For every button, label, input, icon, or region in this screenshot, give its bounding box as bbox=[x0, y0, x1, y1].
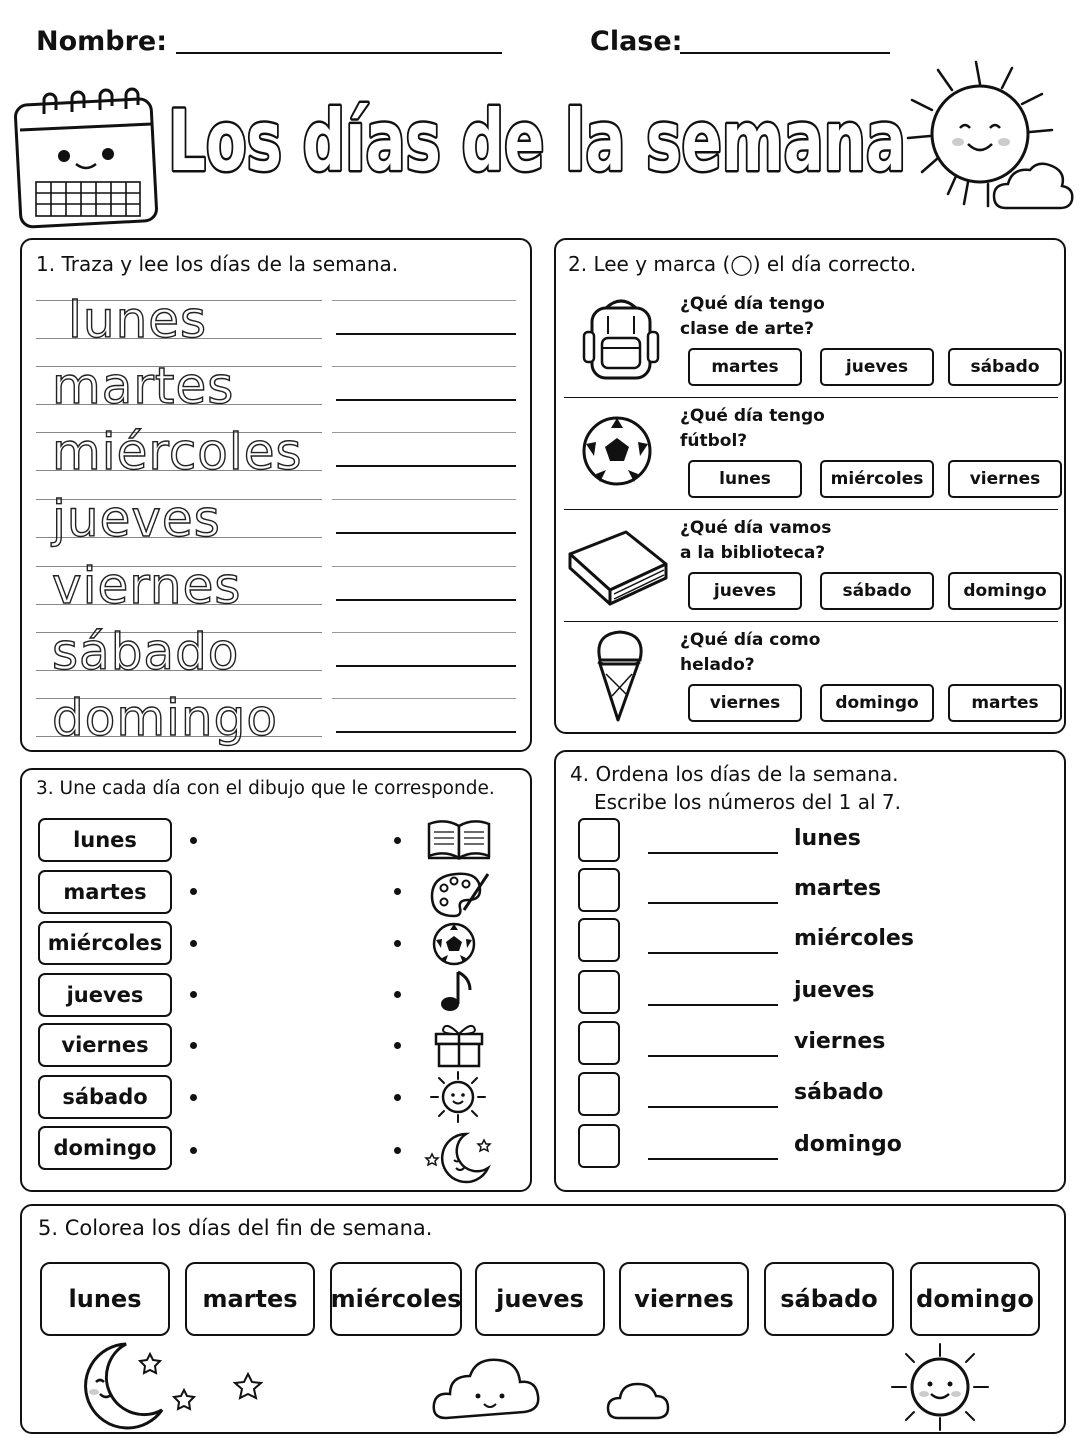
match-dot[interactable] bbox=[394, 1094, 401, 1101]
number-box[interactable] bbox=[578, 1124, 620, 1168]
class-field[interactable] bbox=[680, 52, 890, 54]
trace-row bbox=[36, 620, 520, 686]
option-button[interactable]: viernes bbox=[948, 460, 1062, 498]
day-label: viernes bbox=[794, 1029, 886, 1054]
svg-text:Los días de la semana: Los días de la semana bbox=[168, 92, 906, 190]
order-row bbox=[578, 918, 1038, 964]
match-dot[interactable] bbox=[190, 1094, 197, 1101]
option-button[interactable]: jueves bbox=[820, 348, 934, 386]
match-day-button[interactable]: sábado bbox=[38, 1075, 172, 1119]
moon-stars-icon bbox=[66, 1340, 276, 1432]
order-row bbox=[578, 970, 1038, 1016]
number-box[interactable] bbox=[578, 918, 620, 962]
answer-line[interactable] bbox=[648, 1055, 778, 1057]
choose-day-title: 2. Lee y marca (◯) el día correcto. bbox=[568, 252, 917, 276]
answer-line[interactable] bbox=[648, 902, 778, 904]
calendar-icon bbox=[14, 88, 160, 230]
order-row bbox=[578, 818, 1038, 864]
match-day-button[interactable]: viernes bbox=[38, 1023, 172, 1067]
question-row bbox=[556, 286, 1064, 398]
page-title bbox=[168, 78, 918, 188]
number-box[interactable] bbox=[578, 818, 620, 862]
sun-icon bbox=[428, 1070, 488, 1124]
gift-icon bbox=[434, 1020, 484, 1068]
trace-row bbox=[36, 420, 520, 486]
clouds-icon bbox=[432, 1356, 682, 1426]
match-dot[interactable] bbox=[394, 1042, 401, 1049]
match-dot[interactable] bbox=[190, 837, 197, 844]
music-note-icon bbox=[440, 970, 474, 1012]
answer-line[interactable] bbox=[648, 1004, 778, 1006]
palette-icon bbox=[430, 870, 492, 918]
option-button[interactable]: domingo bbox=[820, 684, 934, 722]
weekday-box[interactable]: viernes bbox=[619, 1262, 749, 1336]
option-button[interactable]: domingo bbox=[948, 572, 1062, 610]
order-row bbox=[578, 1072, 1038, 1118]
answer-line[interactable] bbox=[336, 532, 516, 534]
weekday-box[interactable]: miércoles bbox=[330, 1262, 462, 1336]
answer-line[interactable] bbox=[336, 399, 516, 401]
weekday-box[interactable]: jueves bbox=[475, 1262, 605, 1336]
trace-row bbox=[36, 354, 520, 420]
match-dot[interactable] bbox=[394, 888, 401, 895]
number-box[interactable] bbox=[578, 868, 620, 912]
answer-line[interactable] bbox=[336, 665, 516, 667]
match-dot[interactable] bbox=[190, 940, 197, 947]
answer-line[interactable] bbox=[336, 731, 516, 733]
option-button[interactable]: miércoles bbox=[820, 460, 934, 498]
match-dot[interactable] bbox=[190, 888, 197, 895]
match-dot[interactable] bbox=[394, 991, 401, 998]
weekday-box[interactable]: lunes bbox=[40, 1262, 170, 1336]
answer-line[interactable] bbox=[648, 952, 778, 954]
question-row bbox=[556, 398, 1064, 510]
day-label: domingo bbox=[794, 1132, 902, 1157]
match-day-button[interactable]: domingo bbox=[38, 1126, 172, 1170]
soccer-ball-icon bbox=[582, 416, 652, 486]
question-text: ¿Qué día vamos a la biblioteca? bbox=[680, 518, 832, 563]
day-label: lunes bbox=[794, 826, 861, 851]
sun-icon bbox=[884, 1342, 996, 1432]
color-section-title: 5. Colorea los días del fin de semana. bbox=[38, 1216, 433, 1240]
sun-icon bbox=[902, 54, 1082, 214]
weekend-box[interactable]: domingo bbox=[910, 1262, 1040, 1336]
weekday-box[interactable]: martes bbox=[185, 1262, 315, 1336]
name-label: Nombre: bbox=[36, 26, 168, 57]
answer-line[interactable] bbox=[648, 1106, 778, 1108]
ice-cream-icon bbox=[594, 630, 644, 722]
match-dot[interactable] bbox=[394, 940, 401, 947]
trace-row bbox=[36, 487, 520, 553]
day-label: sábado bbox=[794, 1080, 884, 1105]
open-book-icon bbox=[426, 818, 492, 862]
option-button[interactable]: viernes bbox=[688, 684, 802, 722]
trace-word[interactable]: jueves bbox=[52, 490, 221, 548]
option-button[interactable]: sábado bbox=[948, 348, 1062, 386]
question-row bbox=[556, 510, 1064, 622]
option-button[interactable]: martes bbox=[948, 684, 1062, 722]
trace-row bbox=[36, 686, 520, 752]
match-day-button[interactable]: martes bbox=[38, 870, 172, 914]
weekend-box[interactable]: sábado bbox=[764, 1262, 894, 1336]
answer-line[interactable] bbox=[336, 599, 516, 601]
number-box[interactable] bbox=[578, 970, 620, 1014]
order-row bbox=[578, 1124, 1038, 1170]
option-button[interactable]: martes bbox=[688, 348, 802, 386]
answer-line[interactable] bbox=[336, 333, 516, 335]
trace-row bbox=[36, 288, 520, 354]
question-row bbox=[556, 622, 1064, 726]
option-button[interactable]: sábado bbox=[820, 572, 934, 610]
trace-word[interactable]: sábado bbox=[52, 623, 240, 681]
trace-word[interactable]: domingo bbox=[52, 689, 278, 747]
order-row bbox=[578, 868, 1038, 914]
trace-word[interactable]: lunes bbox=[68, 291, 208, 349]
book-icon bbox=[566, 524, 670, 596]
question-text: ¿Qué día tengo clase de arte? bbox=[680, 294, 825, 339]
match-day-button[interactable]: jueves bbox=[38, 973, 172, 1017]
day-label: martes bbox=[794, 876, 882, 901]
match-dot[interactable] bbox=[190, 1042, 197, 1049]
match-dot[interactable] bbox=[190, 991, 197, 998]
match-dot[interactable] bbox=[190, 1147, 197, 1154]
trace-row bbox=[36, 554, 520, 620]
match-dot[interactable] bbox=[394, 1147, 401, 1154]
order-section-title: 4. Ordena los días de la semana. Escribe los números del 1 al 7. bbox=[570, 762, 901, 814]
class-label: Clase: bbox=[590, 26, 683, 57]
match-day-button[interactable]: miércoles bbox=[38, 921, 172, 965]
soccer-ball-icon bbox=[432, 922, 476, 966]
answer-line[interactable] bbox=[336, 465, 516, 467]
question-text: ¿Qué día tengo fútbol? bbox=[680, 406, 825, 451]
backpack-icon bbox=[584, 294, 658, 380]
option-button[interactable]: lunes bbox=[688, 460, 802, 498]
question-text: ¿Qué día como helado? bbox=[680, 630, 821, 675]
number-box[interactable] bbox=[578, 1072, 620, 1116]
trace-section-title: 1. Traza y lee los días de la semana. bbox=[36, 252, 399, 276]
match-day-button[interactable]: lunes bbox=[38, 818, 172, 862]
answer-line[interactable] bbox=[648, 852, 778, 854]
name-field[interactable] bbox=[176, 52, 502, 54]
match-dot[interactable] bbox=[394, 837, 401, 844]
order-row bbox=[578, 1021, 1038, 1067]
day-label: miércoles bbox=[794, 926, 914, 951]
trace-word[interactable]: miércoles bbox=[52, 423, 303, 481]
match-section-title: 3. Une cada día con el dibujo que le corresponde. bbox=[36, 778, 495, 799]
moon-icon bbox=[426, 1128, 492, 1184]
day-label: jueves bbox=[794, 978, 875, 1003]
number-box[interactable] bbox=[578, 1021, 620, 1065]
answer-line[interactable] bbox=[648, 1158, 778, 1160]
trace-word[interactable]: viernes bbox=[52, 557, 242, 615]
trace-word[interactable]: martes bbox=[52, 357, 235, 415]
option-button[interactable]: jueves bbox=[688, 572, 802, 610]
